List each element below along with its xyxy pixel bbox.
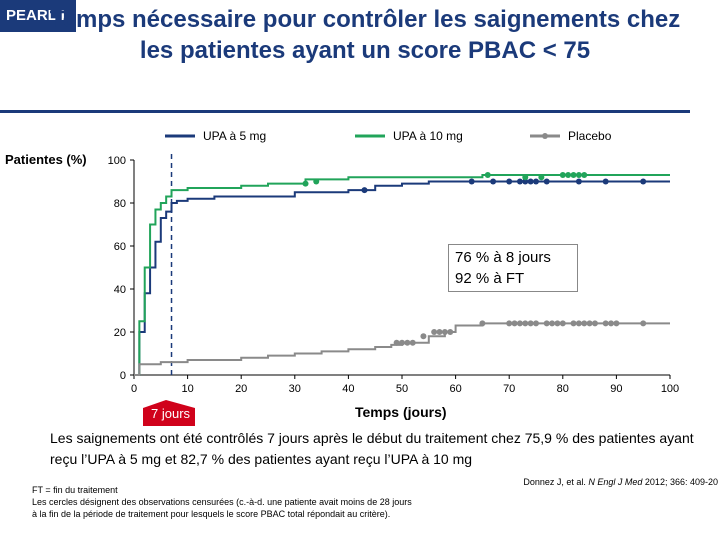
x-axis-title: Temps (jours) (355, 404, 447, 420)
censored-marker (608, 320, 614, 326)
reference-details: 2012; 366: 409-20 (642, 477, 718, 487)
legend-label-2: UPA à 10 mg (393, 129, 463, 143)
survival-chart (0, 120, 720, 420)
censored-marker (528, 320, 534, 326)
censored-marker (431, 329, 437, 335)
censored-marker (361, 187, 367, 193)
reference-journal: N Engl J Med (588, 477, 643, 487)
y-tick-label: 20 (113, 327, 126, 339)
censored-marker (394, 340, 400, 346)
censored-marker (485, 172, 491, 178)
censored-marker (613, 320, 619, 326)
censored-marker (313, 179, 319, 185)
reference-authors: Donnez J, et al. (523, 477, 589, 487)
summary-text: Les saignements ont été contrôlés 7 jours après le début du traitement chez 75,9 % des patientes ayant reçu l’UPA à 5 mg et 82,7 % des patientes ayant reçu l’UPA à 10 mg (50, 430, 694, 467)
censored-marker (410, 340, 416, 346)
reference-citation (488, 477, 718, 487)
censored-marker (399, 340, 405, 346)
result-callout (448, 244, 578, 292)
censored-marker (603, 179, 609, 185)
title-divider (0, 110, 690, 113)
censored-marker (512, 320, 518, 326)
censored-marker (640, 179, 646, 185)
censored-marker (544, 320, 550, 326)
footnote-censoring-cont: à la fin de la période de traitement pour lesquels le score PBAC total répondait au critère). (32, 509, 391, 519)
censored-marker (442, 329, 448, 335)
censored-marker (544, 179, 550, 185)
censored-marker (587, 320, 593, 326)
censored-marker (560, 320, 566, 326)
censored-marker (576, 172, 582, 178)
day-flag-label: 7 jours (151, 406, 191, 421)
censored-marker (447, 329, 453, 335)
censored-marker (437, 329, 443, 335)
x-tick-label: 90 (610, 383, 623, 395)
x-tick-label: 70 (503, 383, 516, 395)
censored-marker (522, 320, 528, 326)
x-tick-label: 60 (449, 383, 462, 395)
censored-marker (603, 320, 609, 326)
censored-marker (581, 172, 587, 178)
x-tick-label: 50 (395, 383, 409, 395)
censored-marker (469, 179, 475, 185)
slide-title: Temps nécessaire pour contrôler les saignements chez les patientes ayant un score PBAC < 75 (49, 6, 681, 64)
censored-marker (528, 179, 534, 185)
callout-line-2: 92 % à FT (455, 270, 525, 287)
censored-marker (479, 320, 485, 326)
censored-marker (517, 179, 523, 185)
y-axis-title: Patientes (%) (5, 152, 87, 167)
censored-marker (571, 172, 577, 178)
footnotes (32, 484, 492, 520)
series-line-1 (134, 182, 670, 376)
censored-marker (576, 320, 582, 326)
x-tick-label: 100 (660, 383, 680, 395)
x-tick-label: 10 (181, 383, 194, 395)
legend-label-1: UPA à 5 mg (203, 129, 267, 143)
censored-marker (554, 320, 560, 326)
censored-marker (404, 340, 410, 346)
censored-marker (571, 320, 577, 326)
censored-marker (640, 320, 646, 326)
x-tick-label: 40 (342, 383, 355, 395)
x-tick-label: 80 (556, 383, 569, 395)
program-badge: PEARL I (0, 0, 76, 32)
censored-marker (303, 181, 309, 187)
censored-marker (592, 320, 598, 326)
y-tick-label: 0 (119, 370, 126, 382)
censored-marker (533, 320, 539, 326)
censored-marker (506, 179, 512, 185)
censored-marker (549, 320, 555, 326)
x-tick-label: 30 (288, 383, 301, 395)
series-line-3 (134, 323, 670, 375)
x-tick-label: 20 (235, 383, 248, 395)
y-tick-label: 100 (107, 155, 126, 167)
censored-marker (517, 320, 523, 326)
censored-marker (420, 333, 426, 339)
legend-label-3: Placebo (568, 129, 612, 143)
legend-marker (542, 133, 548, 139)
censored-marker (565, 172, 571, 178)
footnote-censoring: Les cercles désignent des observations censurées (c.-à-d. une patiente avait moins de 28 jours (32, 497, 412, 507)
y-tick-label: 40 (113, 284, 126, 296)
censored-marker (506, 320, 512, 326)
censored-marker (490, 179, 496, 185)
y-tick-label: 80 (113, 198, 126, 210)
callout-line-1: 76 % à 8 jours (455, 249, 551, 266)
censored-marker (522, 174, 528, 180)
censored-marker (538, 174, 544, 180)
y-tick-label: 60 (113, 241, 126, 253)
footnote-abbreviation: FT = fin du traitement (32, 485, 118, 495)
censored-marker (581, 320, 587, 326)
censored-marker (576, 179, 582, 185)
censored-marker (533, 179, 539, 185)
censored-marker (560, 172, 566, 178)
x-tick-label: 0 (130, 383, 138, 395)
